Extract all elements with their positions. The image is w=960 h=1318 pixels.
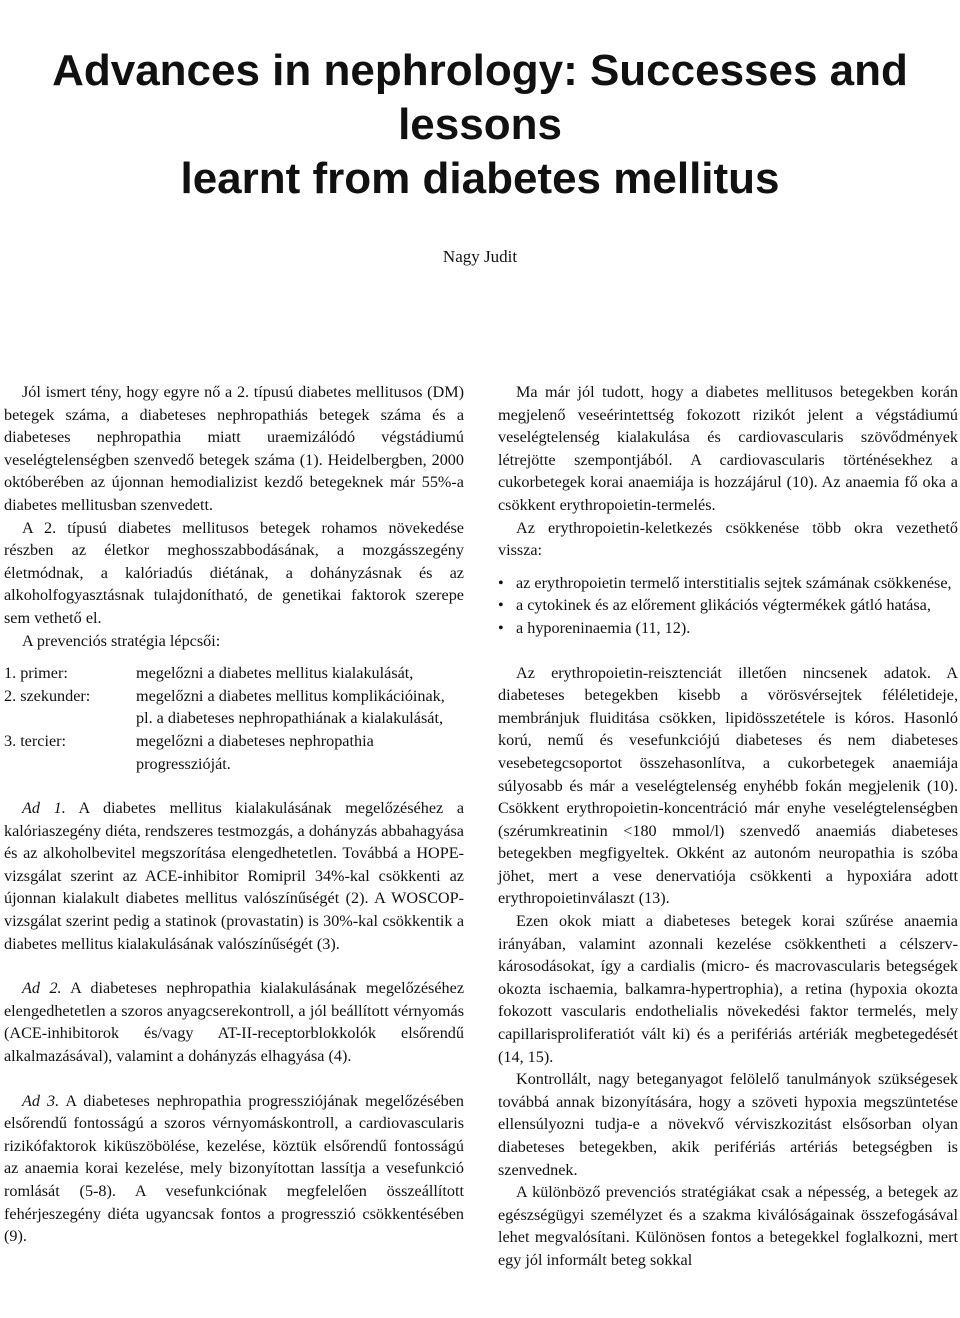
ad1-text: A diabetes mellitus kialakulásának megelőzéséhez a kalóriaszegény diéta, rendszeres testmozgás, a dohányzás abbahagyása és az alkoholbevitel megszorítása elengedhetetlen. Továbbá a HOPE-vizsgálat szerint az ACE-inhibitor Romipril 34%-kal csökkenti az újonnan kialakult diabetes mellitus valószínűségét (2). A WOSCOP-vizsgálat szerint pedig a statinok (provastatin) is 30%-kal csökkentik a diabetes mellitus kialakulásának valószínűségét (3).: [4, 799, 465, 953]
strategies-paragraph: A különböző prevenciós stratégiákat csak a népesség, a betegek az egészségügyi személyzet és a szakma kiválóságainak összefogásával lehet megvalósítani. Különösen fontos a betegekkel foglalkozni, mert egy jól informált beteg sokkal: [498, 1183, 958, 1269]
list-item: • a hyporeninaemia (11, 12).: [498, 617, 958, 640]
article-title: [0, 44, 960, 206]
list-item: [4, 685, 464, 730]
causes-paragraph: A 2. típusú diabetes mellitusos betegek rohamos növekedése részben az életkor meghosszabbodásának, a mozgásszegény életmódnak, a kalóriadús diétának, a dohányzásnak és az alkoholfogyasztásnak tulajdonítható, de genetikai faktorok szerepe sem vethető el.: [4, 518, 464, 627]
ad3-text: A diabeteses nephropathia progressziójának megelőzésében elsőrendű fontosságú a szoros vérnyomáskontroll, a cardiovascularis rizikófaktorok kiküszöbölése, kezelése, köztük elsőrendű fontosságú az anaemia korai kezelése, mely bizonyítottan lassítja a vesefunkció romlását (5-8). A vesefunkciónak megfelelően összeállított fehérjeszegény diéta ugyancsak fontos a progresszió csökkentésében (9).: [4, 1091, 464, 1246]
ad3-paragraph: [4, 1090, 464, 1248]
list-item: [4, 730, 464, 775]
title-line-1: Advances in nephrology: Successes and lessons: [52, 46, 908, 149]
ad1-paragraph: [4, 797, 464, 955]
right-column: [498, 381, 958, 1272]
intro-paragraph: Jól ismert tény, hogy egyre nő a 2. típusú diabetes mellitusos (DM) betegek száma, a diabeteses nephropathiás betegek száma és a diabeteses nephropathia miatt uraemizálódó végstádiumú veselégtelenségben szenvedő betegek száma (1). Heidelbergben, 2000 októberében az újonnan hemodializist kezdő betegeknek már 55%-a diabetes mellitusban szenvedett.: [4, 383, 464, 514]
step-label: 1. primer:: [4, 664, 68, 683]
prevention-heading: A prevenciós stratégia lépcsői:: [22, 631, 221, 650]
resistance-paragraph: Az erythropoietin-reisztenciát illetően nincsenek adatok. A diabeteses betegekben kisebb a vörösvérsejtek féléletideje, membránjuk fluiditása csökken, lipidösszetétele is kóros. Hasonló korú, nemű és vesefunkciójú diabeteses és nem diabeteses vesebetegcsoportot összehasonlítva, a cukorbetegek anaemiája súlyosabb és már a veselégtelenség enyhébb fokán megjelenik (10). Csökkent erythropoietin-koncentráció már enyhe veselégtelenségben (szérumkreatinin <180 mmol/l) szenvedő anaemiás diabeteses betegekben megfigyeltek. Okként az autonóm neuropathia is szóba jöhet, mert a vese denervatiója csökkenti a hypoxiára adott erythropoietinválaszt (13).: [498, 663, 958, 908]
list-item: [4, 662, 464, 685]
ad3-label: Ad 3.: [22, 1091, 60, 1110]
step-text: megelőzni a diabetes mellitus komplikációinak, pl. a diabeteses nephropathiának a kialakulását,: [136, 686, 445, 728]
prevention-steps-list: [4, 662, 464, 775]
ad1-label: Ad 1.: [22, 799, 66, 818]
author-name: Nagy Judit: [442, 247, 518, 266]
anaemia-paragraph: Ma már jól tudott, hogy a diabetes mellitusos betegekben korán megjelenő veseérintettség fokozott rizikót jelent a végstádiumú veselégtelenség kialakulása és cardiovascularis szövődmények létrejötte szempontjából. A cardiovascularis történésekhez a cukorbetegek korai anaemiája is hozzájárul (10). Az anaemia fő oka a csökkent erythropoietin-termelés.: [498, 383, 958, 514]
step-label: 2. szekunder:: [4, 686, 91, 705]
screening-paragraph: Ezen okok miatt a diabeteses betegek korai szűrése anaemia irányában, valamint azonnali kezelése csökkentheti a célszerv-károsodásokat, így a cardialis (micro- és macrovascularis betegségek okozta ischaemia, balkamra-hypertrophia), a retina (hypoxia okozta fokozott vascularis endothelialis növekedési faktor termelés, mely capillarisproliferatiót vált ki) és a perifériás artériák megbetegedését (14, 15).: [498, 912, 958, 1066]
left-column: [4, 381, 464, 1248]
step-text: megelőzni a diabetes mellitus kialakulását,: [136, 664, 414, 683]
ad2-label: Ad 2.: [22, 979, 62, 998]
title-line-2: learnt from diabetes mellitus: [180, 154, 780, 203]
list-item: • az erythropoietin termelő interstitialis sejtek számának csökkenése,: [498, 572, 958, 595]
causes-bullet-list: [498, 572, 958, 640]
step-label: 3. tercier:: [4, 731, 67, 750]
list-item: • a cytokinek és az előrement glikációs végtermékek gátló hatása,: [498, 594, 958, 617]
erythropoietin-paragraph: Az erythropoietin-keletkezés csökkenése több okra vezethető vissza:: [498, 518, 958, 560]
ad2-text: A diabeteses nephropathia kialakulásának megelőzéséhez elengedhetetlen a szoros anyagcserekontroll, a jól beállított vérnyomás (ACE-inhibitorok és/vagy AT-II-receptorblokkolók elsőrendű alkalmazásával), valamint a dohányzás elhagyása (4).: [4, 979, 465, 1066]
step-text: megelőzni a diabeteses nephropathia progresszióját.: [136, 731, 374, 773]
studies-paragraph: Kontrollált, nagy beteganyagot felölelő tanulmányok szükségesek továbbá annak bizonyítására, hogy a szöveti hypoxia megszüntetése ellensúlyozni tudja-e a növekvő vérviszkozitást elsősorban olyan diabeteses betegekben, akik perifériás artériás betegségben is szenvednek.: [498, 1070, 958, 1179]
ad2-paragraph: [4, 977, 464, 1067]
